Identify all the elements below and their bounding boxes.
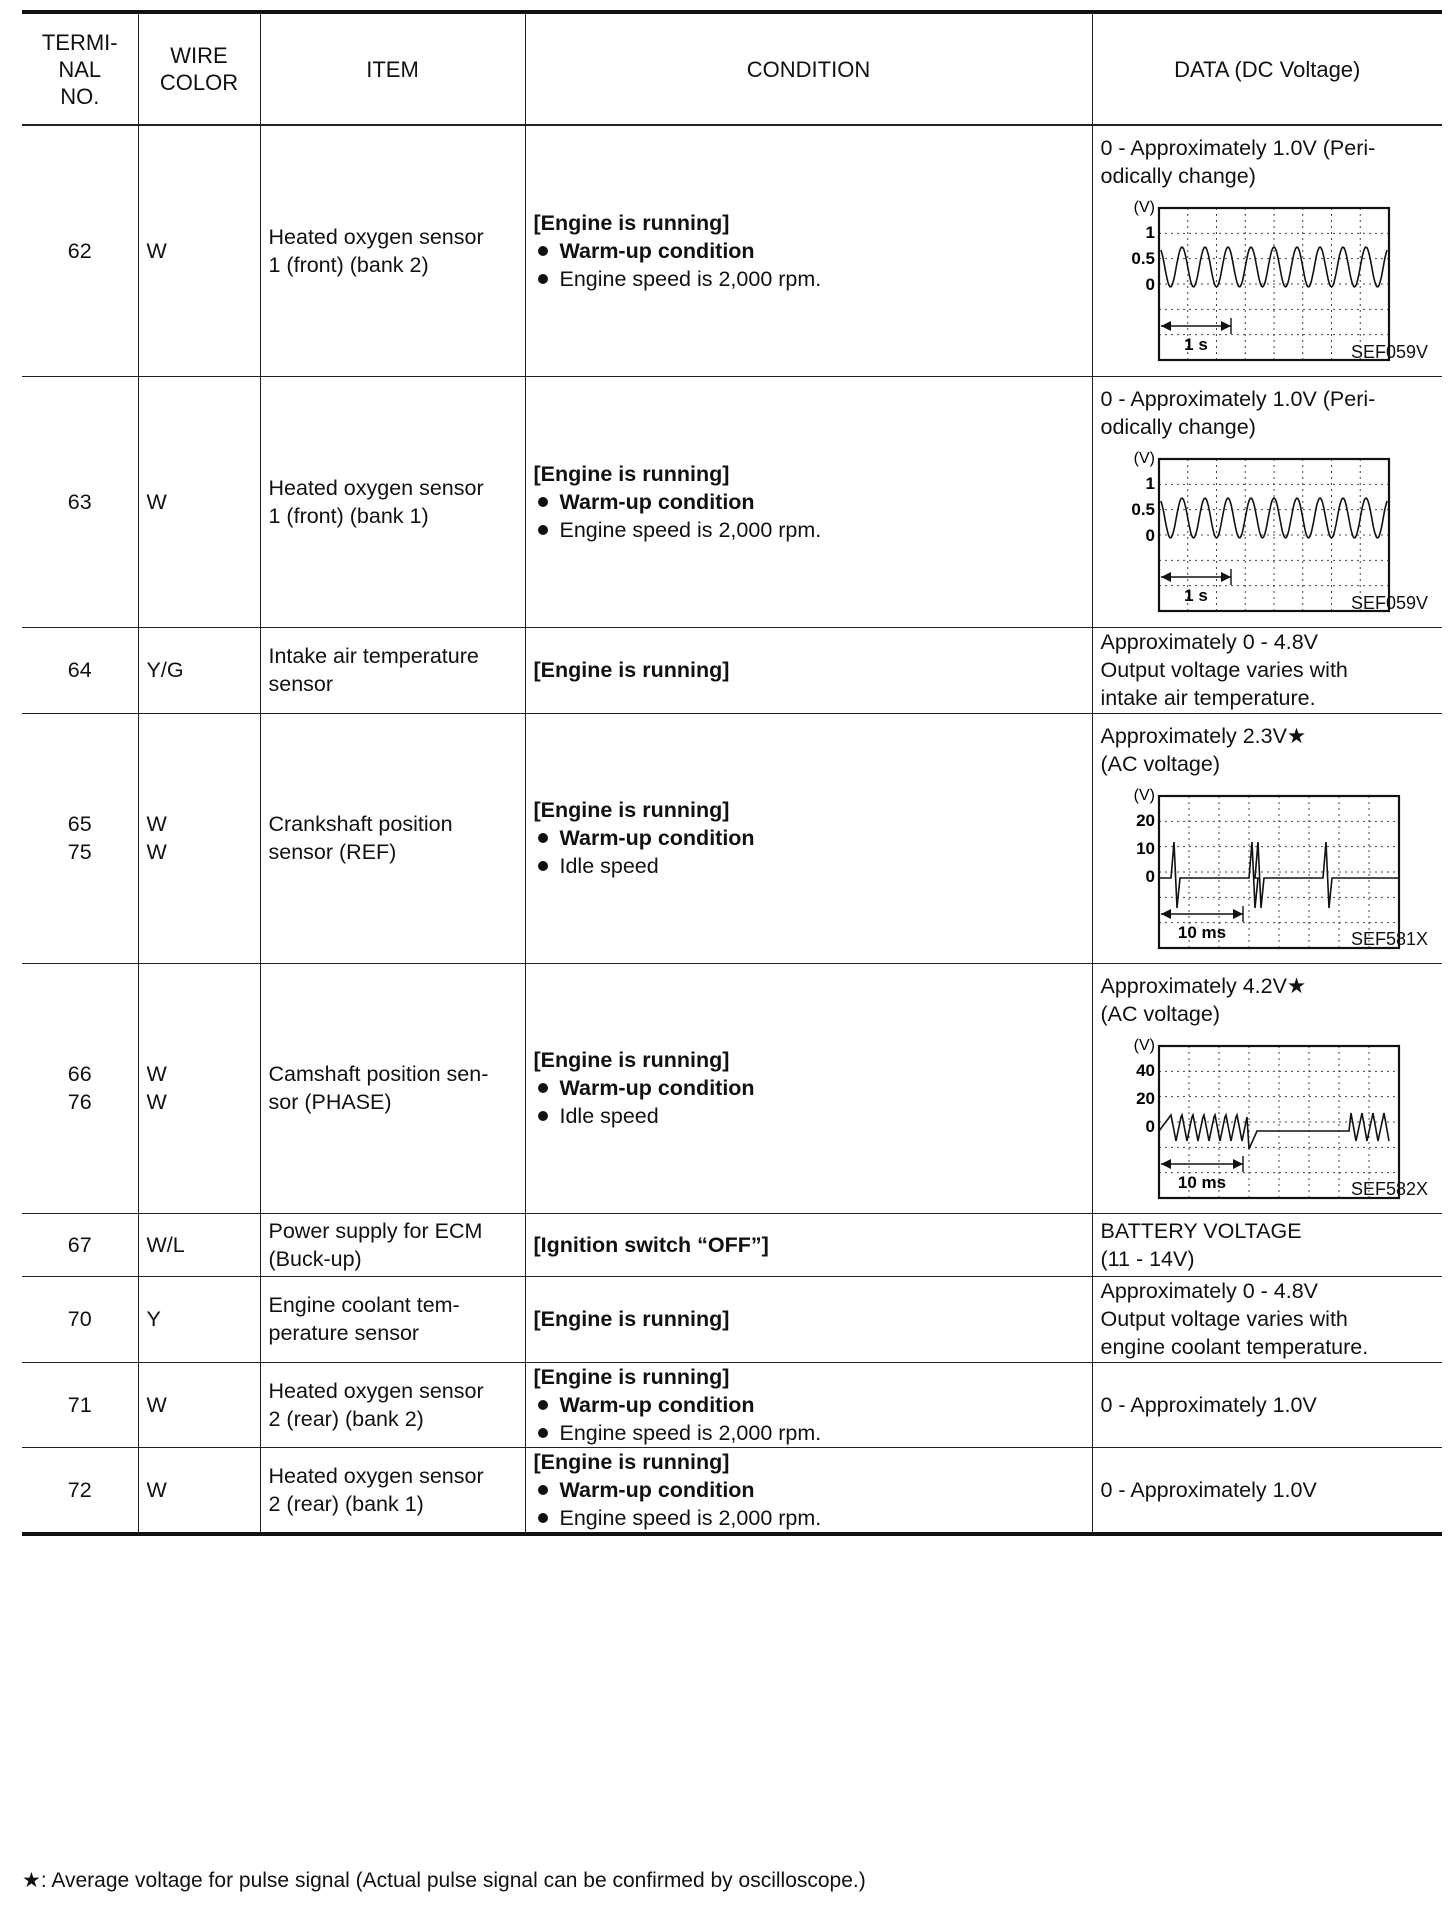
condition-item-text: Warm-up condition [559,1076,755,1100]
condition-cell [525,125,1092,376]
bullet-icon [538,1485,548,1495]
terminal-no-cell: 66 76 [22,963,138,1213]
bullet-icon [538,1428,548,1438]
wire-color-cell: W/L [138,1213,260,1276]
condition-item-text: Engine speed is 2,000 rpm. [559,1505,822,1530]
table-row [22,1213,1442,1276]
terminal-no-cell: 67 [22,1213,138,1276]
terminal-no-cell: 71 [22,1362,138,1447]
condition-cell [525,713,1092,963]
condition-item-text: Engine speed is 2,000 rpm. [559,266,822,291]
condition-heading: [Ignition switch “OFF”] [533,1232,769,1257]
bullet-icon [538,274,548,284]
bullet-icon [538,497,548,507]
condition-heading: [Engine is running] [533,461,730,486]
scope-unit-label: (V) [1133,449,1155,467]
scope-axis-label: 10 [1135,838,1155,858]
condition-item-text: Warm-up condition [559,238,755,263]
condition-cell [525,1276,1092,1362]
wire-color-cell: W [138,1362,260,1447]
condition-bullet-item [534,516,1084,544]
bullet-icon [538,1513,548,1523]
footnote: ★: Average voltage for pulse signal (Actual pulse signal can be confirmed by oscilloscope.) [22,1869,866,1892]
data-text: Approximately 0 - 4.8V Output voltage varies with engine coolant temperature. [1100,1279,1369,1359]
condition-item-text: Warm-up condition [559,489,755,514]
condition-item-text: Warm-up condition [559,1477,755,1502]
condition-bullet-item [534,1074,1084,1102]
data-cell [1092,1213,1442,1276]
scope-axis-label: 0 [1145,866,1155,886]
scope-axis-label: 0.5 [1130,249,1155,268]
table-row [22,627,1442,713]
data-text: 0 - Approximately 1.0V [1100,1477,1317,1502]
condition-heading: [Engine is running] [533,210,730,235]
figure-code: SEF581X [1350,928,1428,949]
scope-time-scale: 1 s [1183,585,1208,605]
data-text: Approximately 2.3V★ (AC voltage) [1100,723,1307,776]
condition-bullet-item [534,1102,1084,1130]
condition-heading: [Engine is running] [533,1449,730,1474]
condition-item-text: Idle speed [559,1104,659,1128]
data-text: Approximately 4.2V★ (AC voltage) [1100,973,1307,1026]
data-text: 0 - Approximately 1.0V (Peri- odically change) [1100,386,1376,439]
data-text: 0 - Approximately 1.0V (Peri- odically change) [1100,136,1376,188]
header-condition: CONDITION [525,12,1092,125]
condition-heading: [Engine is running] [533,1048,730,1072]
scope-axis-label: 20 [1135,810,1155,830]
scope-signal-trace [1159,1113,1389,1149]
scope-axis-label: 0.5 [1130,499,1155,519]
condition-bullet-item [534,824,1084,852]
condition-item-text: Idle speed [559,854,659,878]
item-cell: Heated oxygen sensor 1 (front) (bank 1) [260,376,525,627]
scope-axis-label: 1 [1145,223,1155,242]
condition-cell [525,1447,1092,1534]
figure-code: SEF059V [1350,341,1428,362]
header-terminal-no: TERMI- NAL NO. [22,12,138,125]
wire-color-cell: W W [138,963,260,1213]
table-row [22,125,1442,376]
condition-item-text: Warm-up condition [559,826,755,850]
wire-color-cell: W [138,376,260,627]
condition-bullet-item [534,852,1084,880]
condition-heading: [Engine is running] [533,1307,730,1331]
condition-item-text: Warm-up condition [559,1392,755,1417]
condition-heading: [Engine is running] [533,658,730,682]
item-cell: Intake air temperature sensor [260,627,525,713]
item-cell: Engine coolant tem- perature sensor [260,1276,525,1362]
item-cell: Crankshaft position sensor (REF) [260,713,525,963]
condition-heading: [Engine is running] [533,798,730,822]
terminal-no-cell: 64 [22,627,138,713]
table-row [22,1276,1442,1362]
scope-axis-label: 40 [1135,1060,1155,1080]
scope-unit-label: (V) [1133,786,1155,804]
scope-axis-label: 1 [1145,473,1155,493]
data-cell [1092,963,1442,1213]
condition-cell [525,1213,1092,1276]
bullet-icon [538,861,548,871]
terminal-no-cell: 70 [22,1276,138,1362]
header-item: ITEM [260,12,525,125]
condition-bullet-item [534,1391,1084,1419]
condition-bullet-item [534,1504,1084,1532]
header-data: DATA (DC Voltage) [1092,12,1442,125]
scope-axis-label: 0 [1145,275,1155,294]
data-text: 0 - Approximately 1.0V [1100,1392,1317,1417]
item-cell: Camshaft position sen- sor (PHASE) [260,963,525,1213]
terminal-table-document [22,10,1442,1536]
bullet-icon [538,1400,548,1410]
scope-axis-label: 0 [1145,525,1155,545]
table-row [22,713,1442,963]
data-cell [1092,376,1442,627]
scope-unit-label: (V) [1133,199,1155,216]
condition-bullet-item [534,237,1084,265]
scope-unit-label: (V) [1133,1036,1155,1054]
scope-time-scale: 10 ms [1177,1172,1226,1192]
condition-cell [525,627,1092,713]
item-cell: Heated oxygen sensor 2 (rear) (bank 1) [260,1447,525,1534]
terminal-no-cell: 62 [22,125,138,376]
condition-bullet-item [534,488,1084,516]
bullet-icon [538,833,548,843]
data-cell [1092,627,1442,713]
scope-time-scale: 1 s [1183,335,1208,354]
ecm-terminal-table [22,10,1442,1536]
data-cell [1092,713,1442,963]
figure-code: SEF059V [1350,592,1428,613]
bullet-icon [538,1111,548,1121]
item-cell: Heated oxygen sensor 2 (rear) (bank 2) [260,1362,525,1447]
table-row [22,1362,1442,1447]
bullet-icon [538,246,548,256]
terminal-no-cell: 72 [22,1447,138,1534]
wire-color-cell: Y [138,1276,260,1362]
data-cell [1092,1276,1442,1362]
condition-bullet-item [534,1419,1084,1447]
terminal-no-cell: 63 [22,376,138,627]
header-wire-color: WIRE COLOR [138,12,260,125]
item-cell: Heated oxygen sensor 1 (front) (bank 2) [260,125,525,376]
scope-axis-label: 0 [1145,1116,1155,1136]
condition-item-text: Engine speed is 2,000 rpm. [559,517,822,542]
bullet-icon [538,1083,548,1093]
condition-bullet-item [534,1476,1084,1504]
scope-axis-label: 20 [1135,1088,1155,1108]
wire-color-cell: W [138,1447,260,1534]
table-row [22,963,1442,1213]
condition-item-text: Engine speed is 2,000 rpm. [559,1420,822,1445]
data-text: Approximately 0 - 4.8V Output voltage varies with intake air temperature. [1100,630,1348,710]
condition-cell [525,376,1092,627]
condition-cell [525,1362,1092,1447]
bullet-icon [538,525,548,535]
condition-bullet-item [534,265,1084,293]
scope-time-scale: 10 ms [1177,922,1226,942]
item-cell: Power supply for ECM (Buck-up) [260,1213,525,1276]
wire-color-cell: W W [138,713,260,963]
condition-heading: [Engine is running] [533,1364,730,1389]
wire-color-cell: Y/G [138,627,260,713]
data-cell [1092,125,1442,376]
data-text: BATTERY VOLTAGE (11 - 14V) [1100,1218,1302,1271]
table-row [22,376,1442,627]
condition-cell [525,963,1092,1213]
data-cell [1092,1447,1442,1534]
wire-color-cell: W [138,125,260,376]
figure-code: SEF582X [1350,1178,1428,1199]
terminal-no-cell: 65 75 [22,713,138,963]
table-header-row [22,12,1442,125]
table-row [22,1447,1442,1534]
data-cell [1092,1362,1442,1447]
